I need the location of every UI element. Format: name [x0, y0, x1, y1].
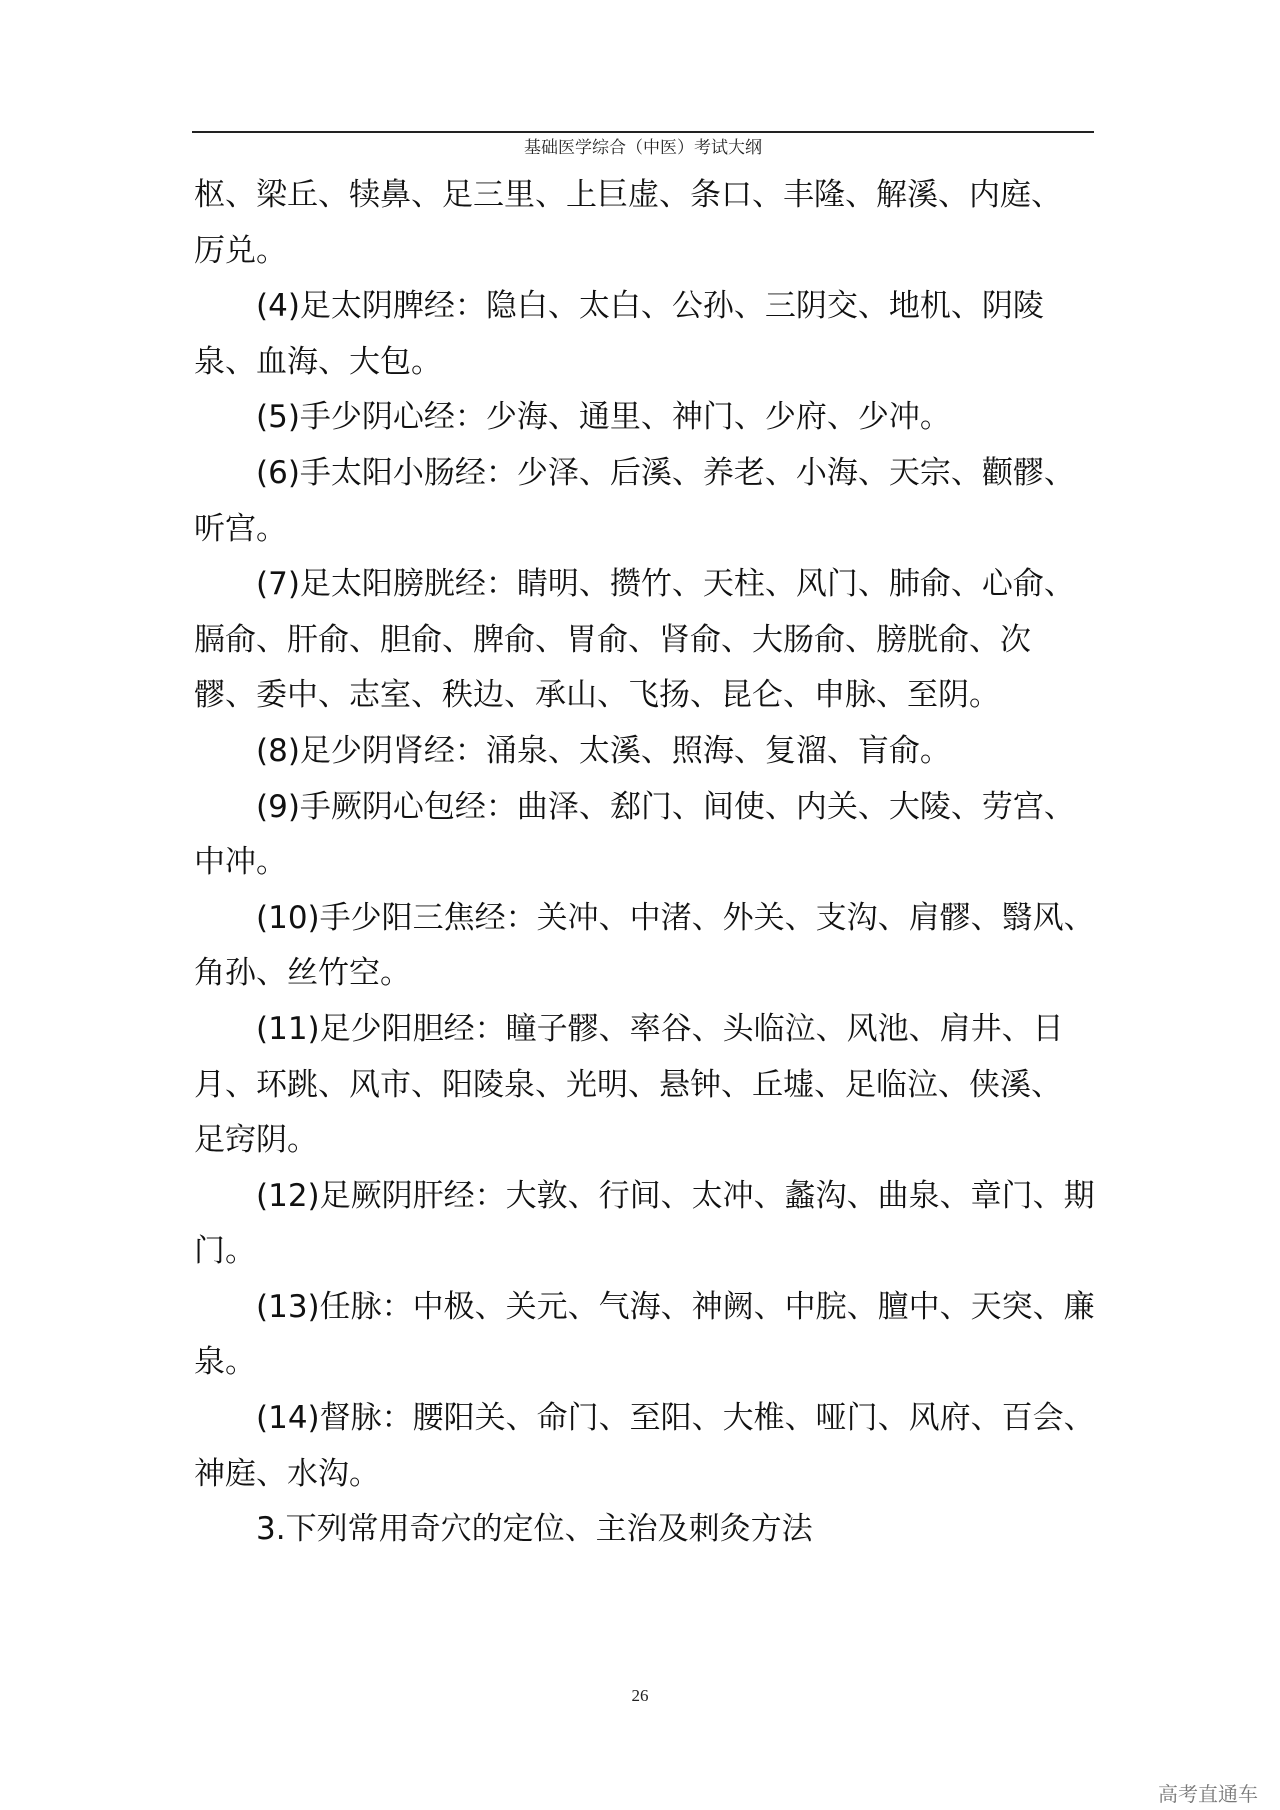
header-rule — [192, 131, 1094, 133]
text-line: (4)足太阴脾经：隐白、太白、公孙、三阴交、地机、阴陵 — [256, 288, 1044, 325]
text-line: (7)足太阳膀胱经：睛明、攒竹、天柱、风门、肺俞、心俞、 — [256, 566, 1075, 603]
text-line: 泉、血海、大包。 — [194, 343, 442, 380]
text-line: 泉。 — [194, 1344, 256, 1381]
text-line: (5)手少阴心经：少海、通里、神门、少府、少冲。 — [256, 399, 951, 436]
text-line: 角孙、丝竹空。 — [194, 955, 411, 992]
text-line: 3.下列常用奇穴的定位、主治及刺灸方法 — [256, 1511, 813, 1548]
text-line: (14)督脉：腰阳关、命门、至阳、大椎、哑门、风府、百会、 — [256, 1400, 1095, 1437]
text-line: (8)足少阴肾经：涌泉、太溪、照海、复溜、肓俞。 — [256, 732, 951, 769]
text-line: 厉兑。 — [194, 232, 287, 269]
text-line: 枢、梁丘、犊鼻、足三里、上巨虚、条口、丰隆、解溪、内庭、 — [194, 177, 1062, 213]
text-line: 神庭、水沟。 — [194, 1455, 380, 1492]
text-line: 膈俞、肝俞、胆俞、脾俞、胃俞、肾俞、大肠俞、膀胱俞、次 — [194, 621, 1031, 658]
text-line: (12)足厥阴肝经：大敦、行间、太冲、蠡沟、曲泉、章门、期 — [256, 1177, 1095, 1214]
text-line: 足窍阴。 — [194, 1122, 318, 1159]
text-line: (10)手少阳三焦经：关冲、中渚、外关、支沟、肩髎、翳风、 — [256, 899, 1095, 936]
page-header-title: 基础医学综合（中医）考试大纲 — [524, 138, 762, 158]
text-line: (11)足少阳胆经：瞳子髎、率谷、头临泣、风池、肩井、日 — [256, 1010, 1064, 1047]
page-number: 26 — [631, 1686, 649, 1705]
text-line: (9)手厥阴心包经：曲泽、郄门、间使、内关、大陵、劳宫、 — [256, 788, 1075, 825]
text-line: (6)手太阳小肠经：少泽、后溪、养老、小海、天宗、颧髎、 — [256, 454, 1075, 491]
text-line: 月、环跳、风市、阳陵泉、光明、悬钟、丘墟、足临泣、侠溪、 — [194, 1066, 1062, 1103]
text-line: 听宫。 — [194, 510, 287, 547]
text-line: 门。 — [194, 1233, 256, 1270]
text-line: 中冲。 — [194, 844, 287, 881]
text-line: (13)任脉：中极、关元、气海、神阙、中脘、膻中、天突、廉 — [256, 1288, 1095, 1325]
watermark-text: 高考直通车 — [1158, 1782, 1258, 1806]
document-body — [194, 168, 1124, 1558]
text-line: 髎、委中、志室、秩边、承山、飞扬、昆仑、申脉、至阴。 — [194, 677, 1000, 714]
